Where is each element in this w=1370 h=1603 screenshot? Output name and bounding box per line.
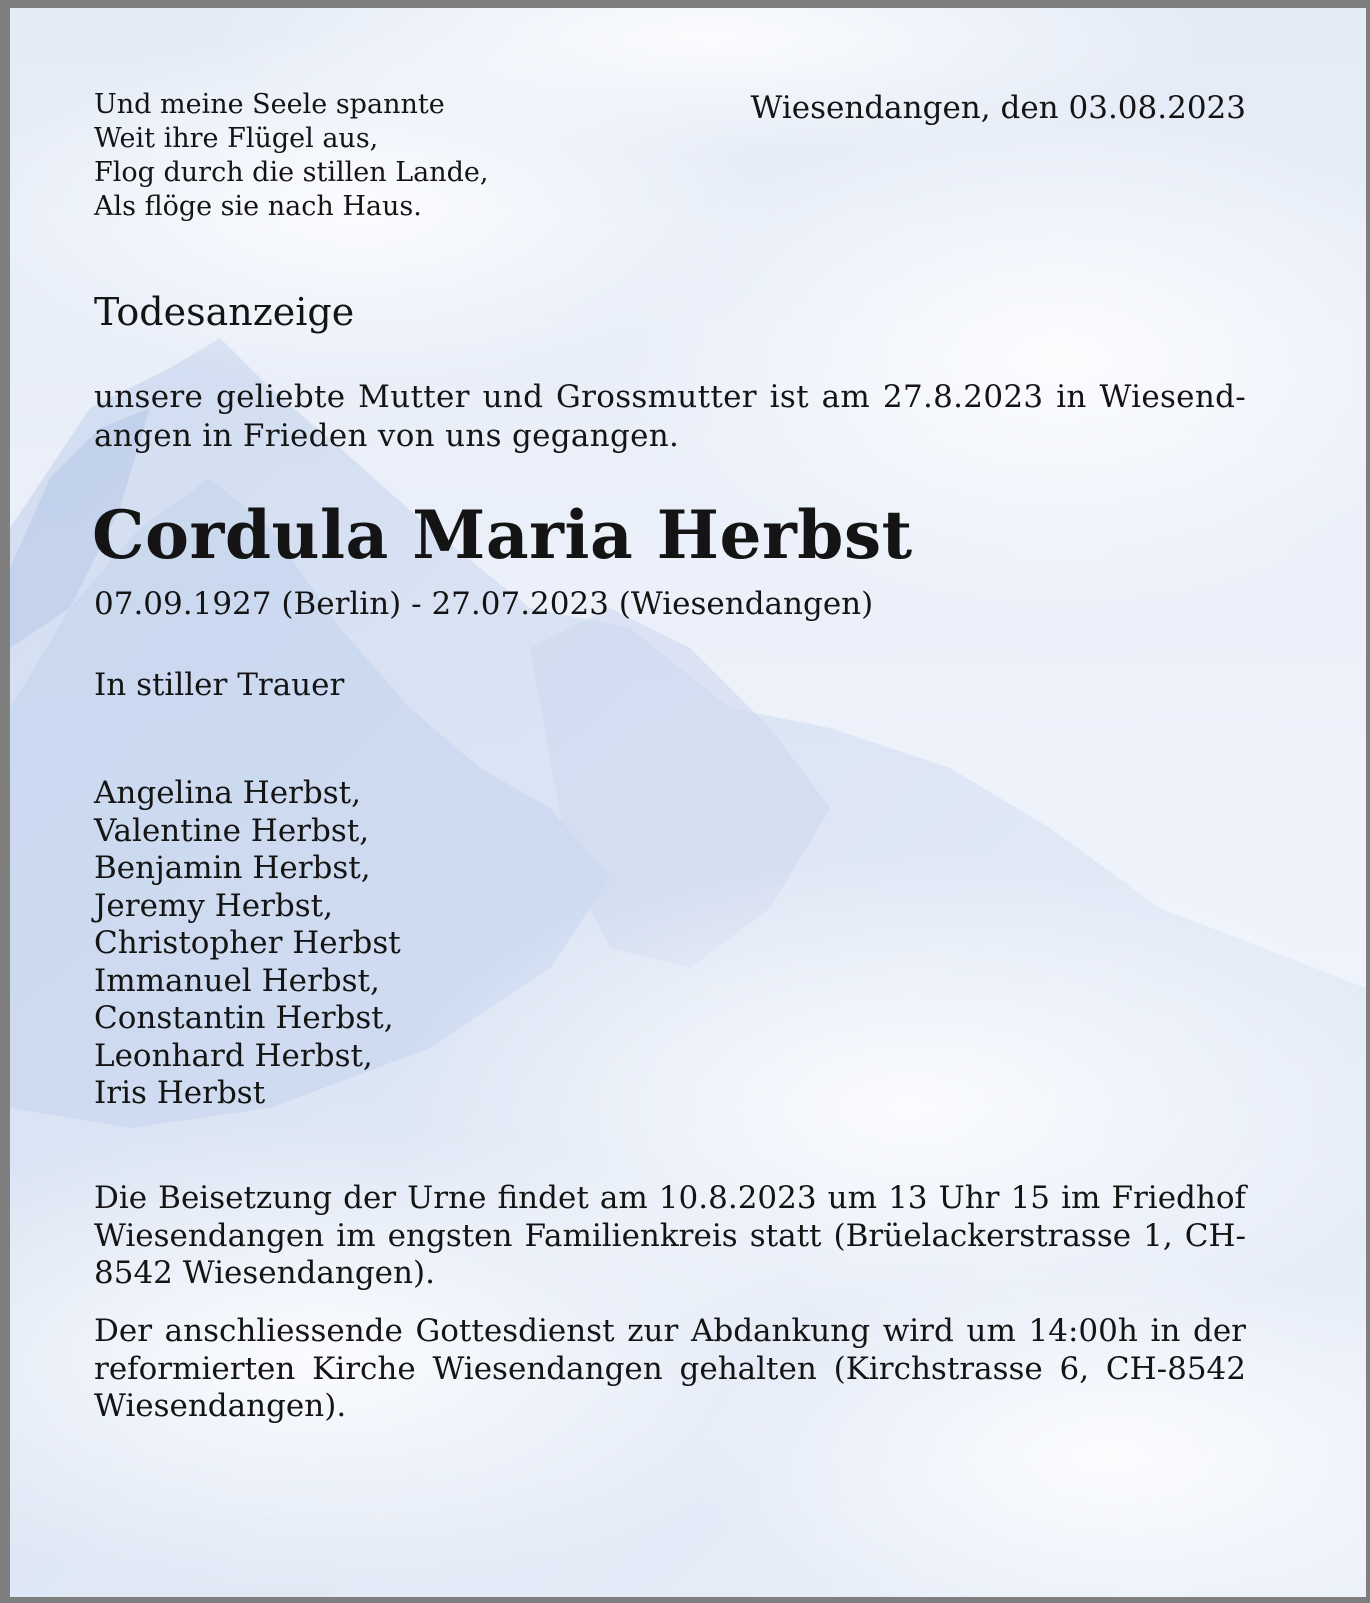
life-dates: 07.09.1927 (Berlin) - 27.07.2023 (Wiesendangen)	[94, 586, 874, 622]
page-title: Todesanzeige	[94, 290, 355, 334]
announcement-text: unsere geliebte Mutter und Grossmutter ist am 27.8.2023 in Wiesend-angen in Frieden von uns gegangen.	[94, 379, 1246, 454]
service-info: Der anschliessende Gottesdienst zur Abdankung wird um 14:00h in der reformierten Kirche Wiesendangen gehalten (Kirchstrasse 6, CH-8542 Wiesendangen).	[94, 1313, 1246, 1424]
poem-line: Und meine Seele spannte	[94, 89, 445, 120]
mourning-line: In stiller Trauer	[94, 667, 345, 703]
mourners-list	[94, 775, 694, 1113]
mourner-name: Christopher Herbst	[94, 925, 401, 961]
mourner-name: Valentine Herbst,	[94, 812, 370, 849]
deceased-name: Cordula Maria Herbst	[92, 496, 913, 574]
obituary-page	[10, 8, 1366, 1597]
mourner-name: Jeremy Herbst,	[94, 887, 333, 924]
mourner-name: Immanuel Herbst,	[94, 962, 380, 999]
mourner-name: Benjamin Herbst,	[94, 850, 371, 886]
poem-line: Weit ihre Flügel aus,	[94, 123, 379, 154]
obituary-content	[10, 8, 1366, 1597]
poem	[94, 88, 614, 224]
mourner-name: Leonhard Herbst,	[94, 1037, 373, 1074]
burial-info: Die Beisetzung der Urne findet am 10.8.2023 um 13 Uhr 15 im Friedhof Wiesendangen im engsten Familienkreis statt (Brüelackerstrasse 1, CH-8542 Wiesendangen).	[94, 1180, 1246, 1291]
poem-line: Als flöge sie nach Haus.	[94, 191, 422, 222]
mourner-name: Angelina Herbst,	[94, 775, 361, 811]
mourner-name: Iris Herbst	[94, 1075, 266, 1111]
poem-line: Flog durch die stillen Lande,	[94, 157, 489, 188]
mourner-name: Constantin Herbst,	[94, 1000, 394, 1036]
place-and-date: Wiesendangen, den 03.08.2023	[750, 90, 1246, 126]
